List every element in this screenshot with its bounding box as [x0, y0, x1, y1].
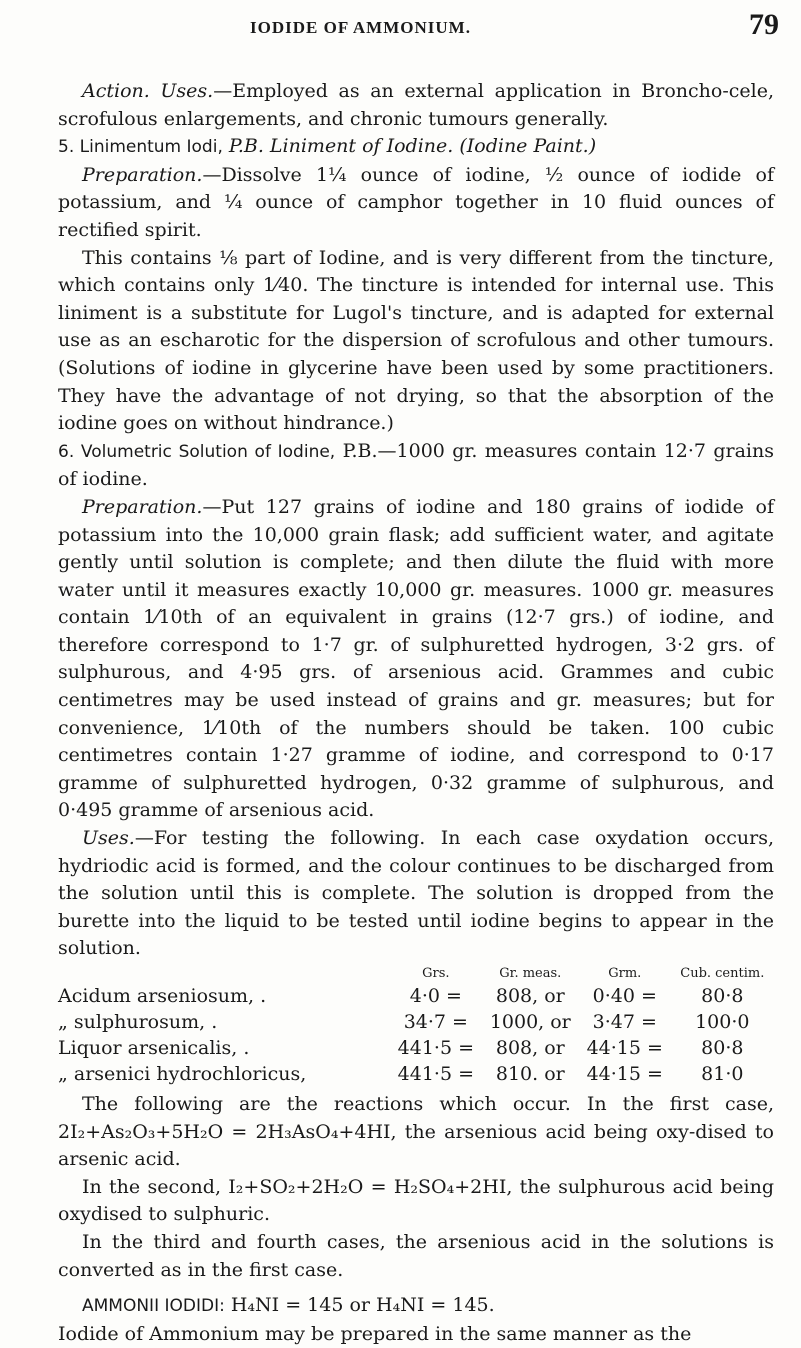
running-title: IODIDE OF AMMONIUM. [250, 18, 471, 37]
page-number: 79 [749, 8, 779, 41]
pb-linimentum: P.B. [222, 135, 264, 158]
cell-grs: 441·5 = [397, 1037, 475, 1059]
cell-grm: 3·47 = [592, 1011, 657, 1033]
paragraph-ammonii [58, 1292, 774, 1321]
text-volumetric: P.B.—1000 gr. measures contain 12·7 grains of iodine. [58, 439, 774, 491]
col-gr-meas: Gr. meas. [499, 966, 562, 981]
paragraph-reactions: The following are the reactions which occur. In the first case, 2I₂+As₂O₃+5H₂O = 2H₃AsO₄+4HI, the arsenious acid being oxy-dised to arsenic acid. [58, 1093, 774, 1171]
label-uses: Uses. [82, 827, 135, 850]
row-name: Liquor arsenicalis, . [58, 1037, 250, 1059]
col-cub-centim: Cub. centim. [680, 966, 765, 981]
cell-cub: 80·8 [701, 985, 744, 1007]
cell-gr-meas: 808, or [495, 1037, 565, 1059]
label-preparation-1: Preparation. [82, 163, 203, 186]
paragraph-uses [58, 825, 774, 963]
cell-grm: 44·15 = [586, 1063, 663, 1085]
cell-grm: 0·40 = [592, 985, 657, 1007]
label-preparation-2: Preparation. [82, 495, 203, 518]
paragraph-preparation-1 [58, 162, 774, 245]
paragraph-volumetric [58, 438, 774, 494]
cell-gr-meas: 1000, or [489, 1011, 571, 1033]
table-header-row [58, 965, 774, 983]
cell-cub: 100·0 [695, 1011, 750, 1033]
paragraph-third-fourth: In the third and fourth cases, the arsenious acid in the solutions is converted as in the first case. [58, 1230, 774, 1281]
heading-ammonii: AMMONII IODIDI: [82, 1296, 225, 1317]
text-action-uses: —Employed as an external application in Broncho-cele, scrofulous enlargements, and chronic tumours generally. [58, 80, 774, 130]
table-row [58, 1009, 774, 1035]
paragraph-preparation-2 [58, 494, 774, 825]
table-row [58, 1061, 774, 1087]
row-name: „ sulphurosum, . [58, 1011, 218, 1033]
paragraph-linimentum [58, 133, 774, 162]
cell-cub: 80·8 [701, 1037, 744, 1059]
row-name: Acidum arseniosum, . [58, 985, 267, 1007]
text-preparation-1: —Dissolve 1¼ ounce of iodine, ½ ounce of iodide of potassium, and ¼ ounce of camphor together in 10 fluid ounces of rectified spirit. [58, 163, 774, 241]
running-header [0, 6, 801, 42]
equivalents-table [58, 965, 774, 1087]
cell-gr-meas: 808, or [495, 985, 565, 1007]
table-row [58, 983, 774, 1009]
heading-volumetric: 6. Volumetric Solution of Iodine, [58, 441, 336, 462]
row-name: „ arsenici hydrochloricus, [58, 1063, 307, 1085]
subtitle-linimentum: Liniment of Iodine. (Iodine Paint.) [263, 135, 597, 158]
cell-grm: 44·15 = [586, 1037, 663, 1059]
cell-grs: 4·0 = [409, 985, 462, 1007]
heading-linimentum: 5. Linimentum Iodi, [58, 137, 223, 158]
label-action-uses: Action. Uses. [82, 80, 214, 102]
cell-grs: 441·5 = [397, 1063, 475, 1085]
paragraph-second-case: In the second, I₂+SO₂+2H₂O = H₂SO₄+2HI, the sulphurous acid being oxydised to sulphuric. [58, 1175, 774, 1226]
text-uses: —For testing the following. In each case oxydation occurs, hydriodic acid is formed, and the colour continues to be discharged from the solution until this is complete. The solution is dropped from the burette into the liquid to be tested until iodine begins to appear in the solution. [58, 827, 774, 960]
col-grs: Grs. [422, 966, 450, 981]
paragraph-contains: This contains ⅛ part of Iodine, and is very different from the tincture, which contains only 1⁄40. The tincture is intended for internal use. This liniment is a substitute for Lugol's tincture, and is adapted for external use as an escharotic for the dispersion of scrofulous and other tumours. (Solutions of iodine in glycerine have been used by some practitioners. They have the advantage of not drying, so that the absorption of the iodine goes on without hindrance.) [58, 246, 774, 435]
paragraph-iodide-ammonium: Iodide of Ammonium may be prepared in the same manner as the [58, 1322, 692, 1345]
cell-cub: 81·0 [701, 1063, 744, 1085]
formula-ammonii: H₄NI = 145 or H₄NI = 145. [224, 1294, 495, 1317]
col-grm: Grm. [608, 966, 642, 981]
cell-gr-meas: 810. or [495, 1063, 565, 1085]
table-row [58, 1035, 774, 1061]
cell-grs: 34·7 = [403, 1011, 468, 1033]
paragraph-action-uses [58, 78, 774, 133]
text-preparation-2: —Put 127 grains of iodine and 180 grains of iodide of potassium into the 10,000 grain flask; add sufficient water, and agitate gently until solution is complete; and then dilute the fluid with more water until it measures exactly 10,000 gr. measures. 1000 gr. measures contain 1⁄10th of an equivalent in grains (12·7 grs.) of iodine, and therefore correspond to 1·7 gr. of sulphuretted hydrogen, 3·2 grs. of sulphurous, and 4·95 grs. of arsenious acid. Grammes and cubic centimetres may be used instead of grains and gr. measures; but for convenience, 1⁄10th of the numbers should be taken. 100 cubic centimetres contain 1·27 gramme of iodine, and correspond to 0·17 gramme of sulphuretted hydrogen, 0·32 gramme of sulphurous, and 0·495 gramme of arsenious acid. [58, 495, 774, 822]
page-body [58, 78, 774, 1348]
